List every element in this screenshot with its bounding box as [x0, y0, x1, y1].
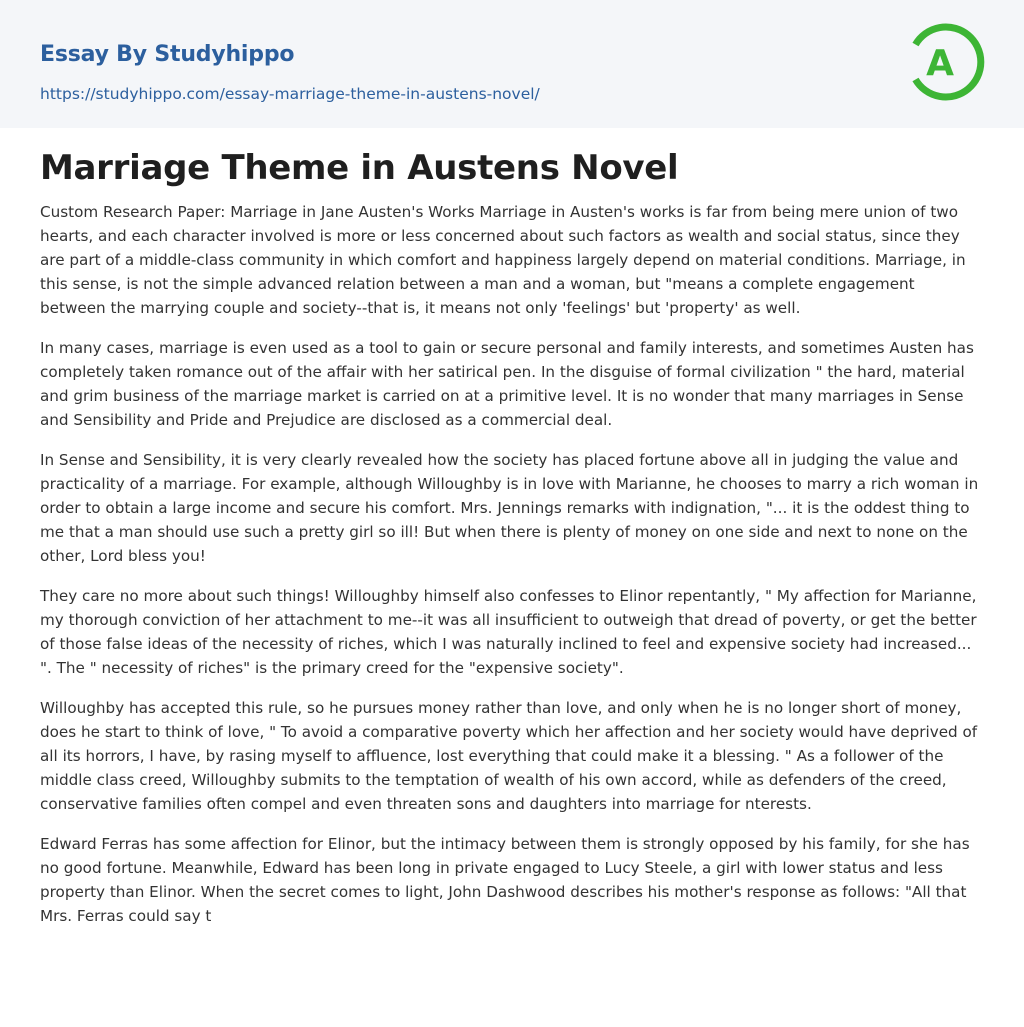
- site-header: [0, 0, 1024, 128]
- article-paragraph: They care no more about such things! Willoughby himself also confesses to Elinor repentantly, " My affection for Marianne, my thorough conviction of her attachment to me--it was all insufficient to outweigh that dread of poverty, or get the better of those false ideas of the necessity of riches, which I was naturally inclined to feel and expensive society had increased... ". The " necessity of riches" is the primary creed for the "expensive society".: [40, 587, 977, 677]
- studyhippo-logo-icon[interactable]: [908, 18, 988, 106]
- article-paragraph: Custom Research Paper: Marriage in Jane Austen's Works Marriage in Austen's works is far from being mere union of two hearts, and each character involved is more or less concerned about such factors as wealth and social status, since they are part of a middle-class community in which comfort and happiness largely depend on material conditions. Marriage, in this sense, is not the simple advanced relation between a man and a woman, but "means a complete engagement between the marrying couple and society--that is, it means not only 'feelings' but 'property' as well.: [40, 203, 966, 317]
- article-title: Marriage Theme in Austens Novel: [40, 148, 679, 188]
- brand-title[interactable]: Essay By Studyhippo: [40, 42, 295, 67]
- source-url-link[interactable]: https://studyhippo.com/essay-marriage-theme-in-austens-novel/: [40, 85, 540, 103]
- article-paragraph: In many cases, marriage is even used as a tool to gain or secure personal and family interests, and sometimes Austen has completely taken romance out of the affair with her satirical pen. In the disguise of formal civilization " the hard, material and grim business of the marriage market is carried on at a primitive level. It is no wonder that many marriages in Sense and Sensibility and Pride and Prejudice are disclosed as a commercial deal.: [40, 339, 974, 429]
- article-paragraph: Edward Ferras has some affection for Elinor, but the intimacy between them is strongly opposed by his family, for she has no good fortune. Meanwhile, Edward has been long in private engaged to Lucy Steele, a girl with lower status and less property than Elinor. When the secret comes to light, John Dashwood describes his mother's response as follows: "All that Mrs. Ferras could say t: [40, 835, 970, 925]
- article-paragraph: Willoughby has accepted this rule, so he pursues money rather than love, and only when he is no longer short of money, does he start to think of love, " To avoid a comparative poverty which her affection and her society would have deprived of all its horrors, I have, by rasing myself to affluence, lost everything that could make it a blessing. " As a follower of the middle class creed, Willoughby submits to the temptation of wealth of his own accord, while as defenders of the creed, conservative families often compel and even threaten sons and daughters into marriage for nterests.: [40, 699, 978, 813]
- logo-letter: A: [926, 43, 954, 84]
- article: [40, 144, 984, 944]
- article-paragraph: In Sense and Sensibility, it is very clearly revealed how the society has placed fortune above all in judging the value and practicality of a marriage. For example, although Willoughby is in love with Marianne, he chooses to marry a rich woman in order to obtain a large income and secure his comfort. Mrs. Jennings remarks with indignation, "... it is the oddest thing to me that a man should use such a pretty girl so ill! But when there is plenty of money on one side and next to none on the other, Lord bless you!: [40, 451, 979, 565]
